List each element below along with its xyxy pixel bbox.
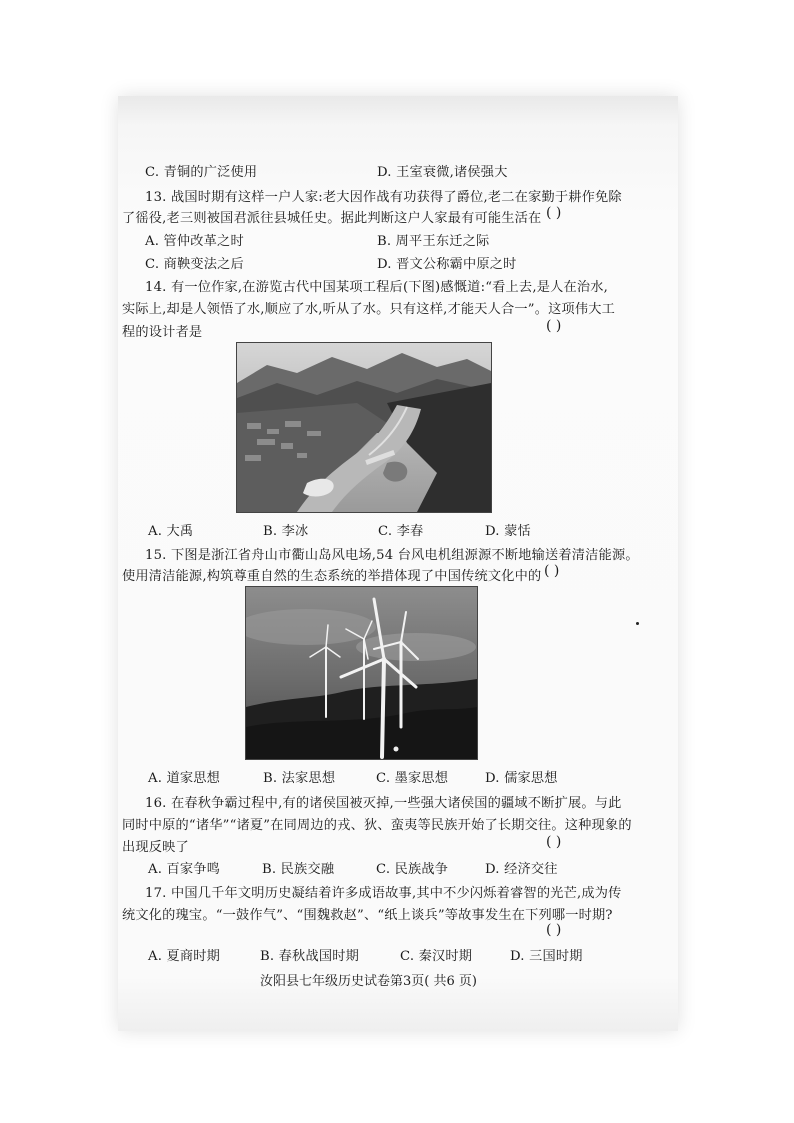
q16-answer-paren: ( )	[546, 834, 562, 850]
wind-farm-photo	[245, 586, 478, 760]
q14-option-d: D. 蒙恬	[485, 524, 531, 539]
q17-stem-line1: 17. 中国几千年文明历史凝结着许多成语故事,其中不少闪烁着睿智的光芒,成为传	[145, 886, 622, 901]
q16-option-d: D. 经济交往	[485, 862, 558, 877]
q17-option-b: B. 春秋战国时期	[260, 949, 359, 964]
q13-stem-line2: 了徭役,老三则被国君派往县城任史。据此判断这户人家最有可能生活在	[122, 211, 542, 226]
q16-option-c: C. 民族战争	[376, 862, 449, 877]
q13-option-b: B. 周平王东迁之际	[377, 234, 490, 249]
q12-option-c: C. 青铜的广泛使用	[145, 165, 258, 180]
q14-option-b: B. 李冰	[263, 524, 309, 539]
q14-option-c: C. 李春	[378, 524, 424, 539]
q13-answer-paren: ( )	[546, 205, 562, 221]
q16-stem-line1: 16. 在春秋争霸过程中,有的诸侯国被灭掉,一些强大诸侯国的疆域不断扩展。与此	[145, 796, 622, 811]
page-footer: 汝阳县七年级历史试卷第3页( 共6 页)	[260, 974, 477, 989]
q16-option-a: A. 百家争鸣	[148, 862, 221, 877]
q17-stem-line2: 统文化的瑰宝。“一鼓作气”、“围魏救赵”、“纸上谈兵”等故事发生在下列哪一时期?	[122, 908, 613, 923]
q15-stem-line1: 15. 下图是浙江省舟山市衢山岛风电场,54 台风电机组源源不断地输送着清洁能源。	[145, 548, 639, 563]
q17-option-c: C. 秦汉时期	[400, 949, 473, 964]
dujiangyan-aerial-photo	[236, 342, 492, 513]
q15-answer-paren: ( )	[544, 563, 560, 579]
q12-option-d: D. 王室衰微,诸侯强大	[377, 165, 508, 180]
speck-mark	[636, 622, 639, 625]
q17-answer-paren: ( )	[546, 922, 562, 938]
q15-option-d: D. 儒家思想	[485, 771, 558, 786]
q15-option-b: B. 法家思想	[263, 771, 336, 786]
q14-stem-line3: 程的设计者是	[122, 325, 203, 340]
q15-option-c: C. 墨家思想	[376, 771, 449, 786]
q17-option-d: D. 三国时期	[510, 949, 583, 964]
q16-stem-line3: 出现反映了	[122, 840, 189, 855]
q15-stem-line2: 使用清洁能源,构筑尊重自然的生态系统的举措体现了中国传统文化中的	[122, 569, 542, 584]
q16-option-b: B. 民族交融	[262, 862, 335, 877]
q13-option-d: D. 晋文公称霸中原之时	[377, 257, 517, 272]
q16-stem-line2: 同时中原的“诸华”“诸夏”在同周边的戎、狄、蛮夷等民族开始了长期交往。这种现象的	[122, 818, 632, 833]
q14-answer-paren: ( )	[546, 318, 562, 334]
q13-option-a: A. 管仲改革之时	[145, 234, 244, 249]
q17-option-a: A. 夏商时期	[148, 949, 221, 964]
q14-stem-line2: 实际上,却是人领悟了水,顺应了水,听从了水。只有这样,才能天人合一”。这项伟大工	[122, 302, 616, 317]
q13-option-c: C. 商鞅变法之后	[145, 257, 244, 272]
q14-option-a: A. 大禹	[148, 524, 194, 539]
q13-stem-line1: 13. 战国时期有这样一户人家:老大因作战有功获得了爵位,老二在家勤于耕作免除	[145, 190, 622, 205]
q14-stem-line1: 14. 有一位作家,在游览古代中国某项工程后(下图)感慨道:“看上去,是人在治水,	[145, 280, 609, 295]
q15-option-a: A. 道家思想	[148, 771, 221, 786]
